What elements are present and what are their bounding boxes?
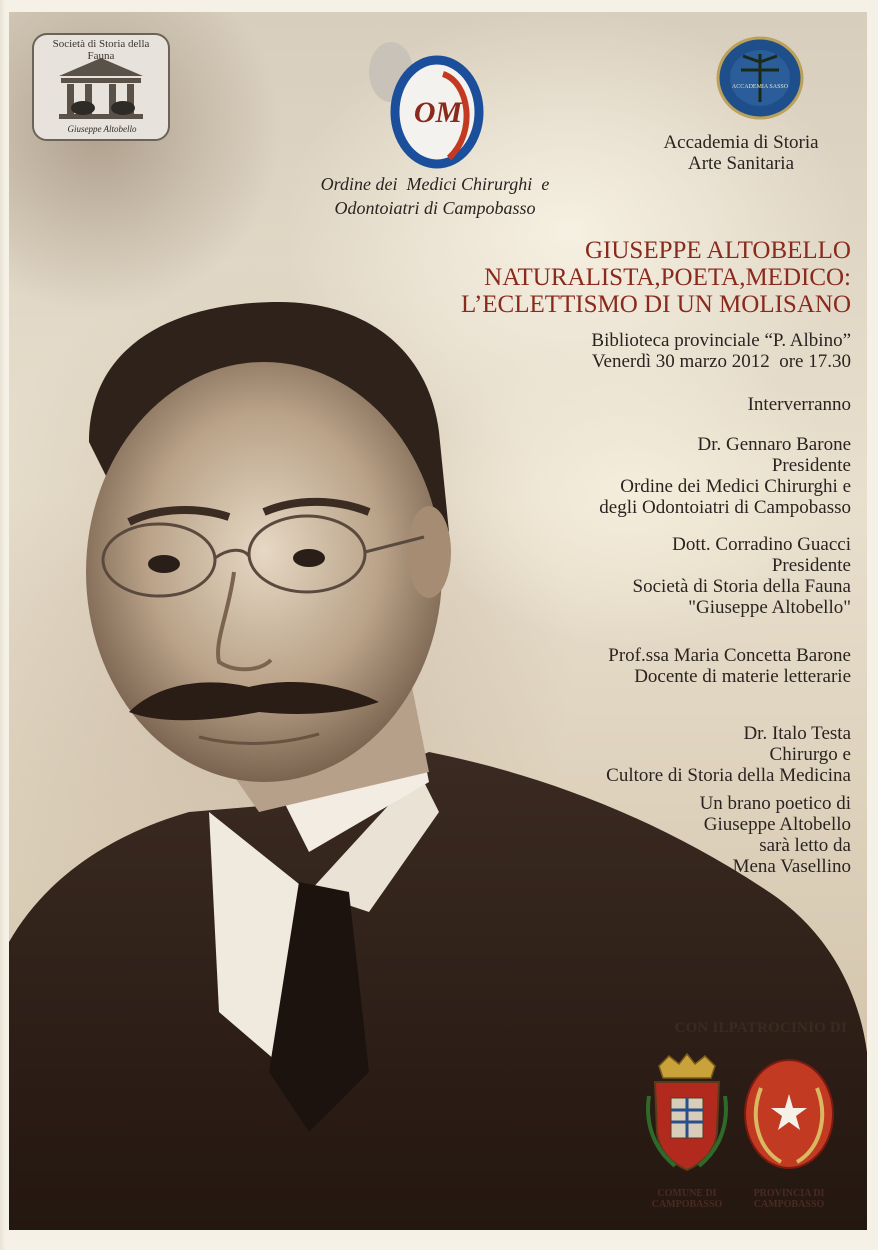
title-line-1: GIUSEPPE ALTOBELLO: [584, 237, 851, 264]
reading-line-2: Giuseppe Altobello: [703, 814, 851, 835]
comune-label: [637, 1188, 737, 1210]
fauna-signature: Giuseppe Altobello: [67, 124, 137, 134]
speaker-3: [608, 645, 851, 687]
title-line-2: NATURALISTA,POETA,MEDICO:: [484, 264, 851, 291]
omceo-monogram: OM: [413, 96, 463, 129]
patronage-label: CON ILPATROCINIO DI: [674, 1020, 847, 1036]
reading-line-3: sarà letto da: [759, 835, 851, 856]
speaker-role: Presidente: [771, 455, 851, 476]
reading-line-1: Un brano poetico di: [699, 793, 851, 814]
provincia-crest: [741, 1058, 837, 1178]
poetry-reading-block: [700, 793, 851, 877]
title-line-3: L’ECLETTISMO DI UN MOLISANO: [460, 291, 851, 318]
speaker-role: Presidente: [771, 555, 851, 576]
speaker-name: Dr. Italo Testa: [743, 723, 851, 744]
event-venue: Biblioteca provinciale “P. Albino”: [591, 330, 851, 351]
speaker-org: "Giuseppe Altobello": [688, 597, 851, 618]
provincia-line-2: CAMPOBASSO: [753, 1199, 825, 1210]
speaker-org: degli Odontoiatri di Campobasso: [599, 497, 851, 518]
speaker-name: Dr. Gennaro Barone: [697, 434, 851, 455]
face: [86, 362, 442, 782]
speaker-2: [633, 534, 851, 618]
speakers-intro: Interverranno: [747, 394, 851, 415]
accademia-line-1: Accademia di Storia: [663, 132, 819, 153]
fauna-seal-text: Società di Storia della Fauna: [52, 38, 150, 62]
comune-crest: [645, 1052, 729, 1182]
provincia-line-1: PROVINCIA DI: [753, 1188, 825, 1199]
fauna-society-logo: [31, 32, 171, 142]
event-poster: [9, 12, 867, 1230]
omceo-logo: [359, 32, 499, 172]
speaker-org: Cultore di Storia della Medicina: [606, 765, 851, 786]
comune-line-1: COMUNE DI: [657, 1188, 717, 1199]
speaker-4: [606, 723, 851, 786]
provincia-label: [739, 1188, 839, 1210]
ordine-line-1: Ordine dei Medici Chirurghi e: [320, 174, 550, 194]
speaker-role: Chirurgo e: [769, 744, 851, 765]
event-datetime: Venerdì 30 marzo 2012 ore 17.30: [591, 351, 851, 372]
speaker-org: Società di Storia della Fauna: [632, 576, 851, 597]
ordine-line-2: Odontoiatri di Campobasso: [334, 198, 536, 218]
accademia-seal-text: ACCADEMIA SASSO: [731, 84, 789, 90]
speaker-name: Prof.ssa Maria Concetta Barone: [608, 645, 851, 666]
comune-line-2: CAMPOBASSO: [651, 1199, 723, 1210]
accademia-name: [631, 132, 851, 174]
speaker-1: [599, 434, 851, 518]
reading-line-4: Mena Vasellino: [732, 856, 851, 877]
accademia-line-2: Arte Sanitaria: [687, 153, 795, 174]
event-venue-block: [591, 330, 851, 372]
speaker-name: Dott. Corradino Guacci: [672, 534, 851, 555]
poster-title: [461, 237, 851, 318]
speaker-role: Docente di materie letterarie: [634, 666, 851, 687]
ordine-name: [305, 172, 565, 220]
speaker-org: Ordine dei Medici Chirurghi e: [620, 476, 851, 497]
accademia-logo: [715, 36, 805, 120]
